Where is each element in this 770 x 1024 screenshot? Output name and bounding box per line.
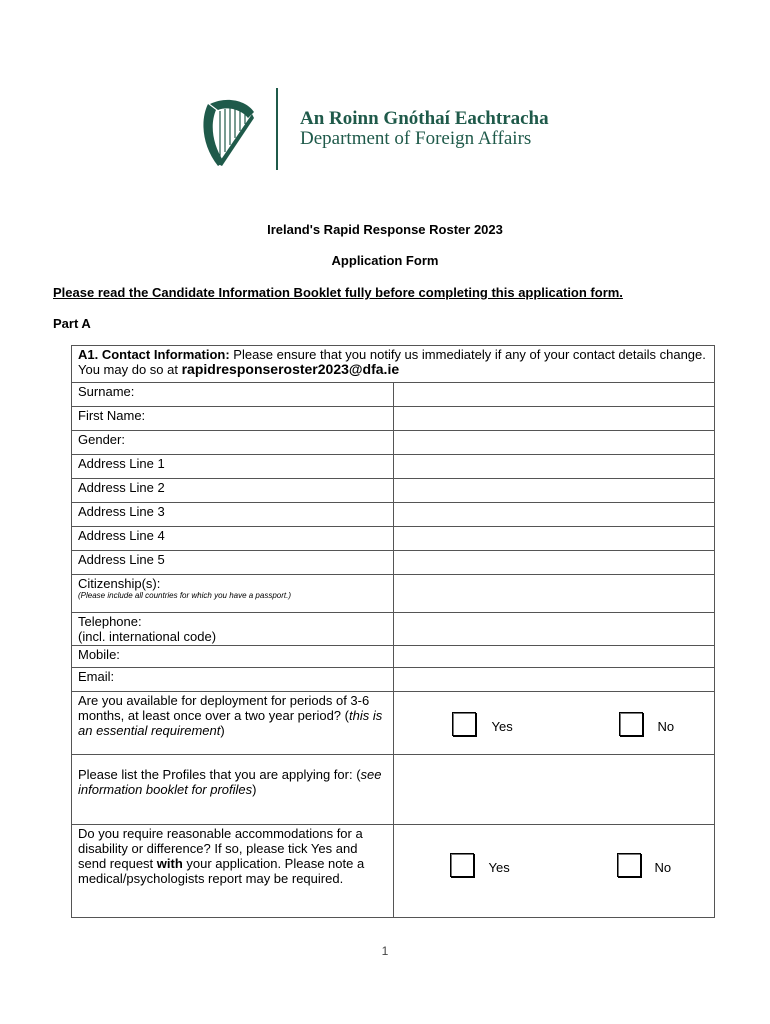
availability-question-text: Are you available for deployment for periods of 3-6 months, at least once over a two year period? (	[78, 693, 370, 723]
accommodation-yes-checkbox[interactable]	[450, 853, 474, 877]
section-heading-text: Please ensure that you notify us immediately if any of your contact details change. You may do so at	[78, 347, 706, 377]
accommodation-yes-label: Yes	[488, 860, 510, 875]
availability-options	[393, 692, 715, 755]
accommodation-question	[72, 825, 394, 918]
first-name-label: First Name:	[72, 407, 394, 431]
profiles-booklet-note: see information booklet for profiles	[78, 767, 382, 797]
address-line-3-field[interactable]	[393, 503, 715, 527]
profiles-question	[72, 755, 394, 825]
document-title: Ireland's Rapid Response Roster 2023	[267, 222, 503, 237]
accommodation-options	[393, 825, 715, 918]
part-heading: Part A	[53, 316, 91, 331]
table-row	[72, 575, 715, 613]
surname-field[interactable]	[393, 383, 715, 407]
telephone-note: (incl. international code)	[78, 629, 217, 644]
address-line-1-label: Address Line 1	[72, 455, 394, 479]
address-line-4-field[interactable]	[393, 527, 715, 551]
availability-question	[72, 692, 394, 755]
section-heading-bold: A1. Contact Information:	[78, 347, 230, 362]
telephone-label-cell	[72, 613, 394, 646]
address-line-5-label: Address Line 5	[72, 551, 394, 575]
address-line-5-field[interactable]	[393, 551, 715, 575]
availability-yes-label: Yes	[491, 719, 513, 734]
accommodation-no-label: No	[654, 860, 672, 875]
citizenship-field[interactable]	[393, 575, 715, 613]
logo-divider	[276, 88, 278, 170]
table-row	[72, 479, 715, 503]
accommodation-no-checkbox[interactable]	[617, 853, 641, 877]
gender-label: Gender:	[72, 431, 394, 455]
citizenship-label-cell	[72, 575, 394, 613]
table-row	[72, 755, 715, 825]
table-row	[72, 551, 715, 575]
accommodation-with-emphasis: with	[156, 856, 183, 871]
mobile-label: Mobile:	[72, 646, 394, 668]
availability-question-close: )	[220, 723, 225, 738]
section-header-row	[72, 346, 715, 383]
citizenship-note: (Please include all countries for which you have a passport.)	[78, 591, 291, 600]
address-line-2-label: Address Line 2	[72, 479, 394, 503]
org-name-irish: An Roinn Gnóthaí Eachtracha	[300, 108, 549, 129]
mobile-field[interactable]	[393, 646, 715, 668]
table-row	[72, 527, 715, 551]
table-row	[72, 613, 715, 646]
table-row	[72, 825, 715, 918]
table-row	[72, 503, 715, 527]
document-subtitle: Application Form	[331, 253, 439, 268]
notice-text: Please read the Candidate Information Booklet fully before completing this application form.	[53, 285, 623, 300]
address-line-4-label: Address Line 4	[72, 527, 394, 551]
org-name-english: Department of Foreign Affairs	[300, 128, 532, 149]
profiles-field[interactable]	[393, 755, 715, 825]
email-label: Email:	[72, 668, 394, 692]
dfa-logo	[196, 88, 616, 172]
table-row	[72, 383, 715, 407]
availability-requirement-note: this is an essential requirement	[78, 708, 383, 738]
address-line-1-field[interactable]	[393, 455, 715, 479]
table-row	[72, 646, 715, 668]
accommodation-question-rest: your application. Please note a medical/psychologists report may be required.	[78, 856, 365, 886]
address-line-2-field[interactable]	[393, 479, 715, 503]
profiles-question-text: Please list the Profiles that you are applying for: (	[78, 767, 361, 782]
availability-no-checkbox[interactable]	[619, 712, 643, 736]
email-field[interactable]	[393, 668, 715, 692]
contact-email[interactable]: rapidresponseroster2023@dfa.ie	[181, 361, 400, 377]
surname-label: Surname:	[72, 383, 394, 407]
table-row	[72, 407, 715, 431]
harp-icon	[196, 94, 260, 170]
gender-field[interactable]	[393, 431, 715, 455]
citizenship-label: Citizenship(s):	[78, 576, 161, 591]
table-row	[72, 668, 715, 692]
table-row	[72, 455, 715, 479]
availability-yes-checkbox[interactable]	[452, 712, 476, 736]
telephone-label: Telephone:	[78, 614, 142, 629]
section-header	[72, 346, 715, 383]
availability-no-label: No	[657, 719, 675, 734]
table-row	[72, 431, 715, 455]
profiles-question-close: )	[252, 782, 257, 797]
page-number: 1	[381, 944, 389, 958]
first-name-field[interactable]	[393, 407, 715, 431]
telephone-field[interactable]	[393, 613, 715, 646]
address-line-3-label: Address Line 3	[72, 503, 394, 527]
contact-form-table	[71, 345, 715, 918]
accommodation-question-text: Do you require reasonable accommodations for a disability or difference? If so, please tick Yes and send request	[78, 826, 363, 871]
table-row	[72, 692, 715, 755]
